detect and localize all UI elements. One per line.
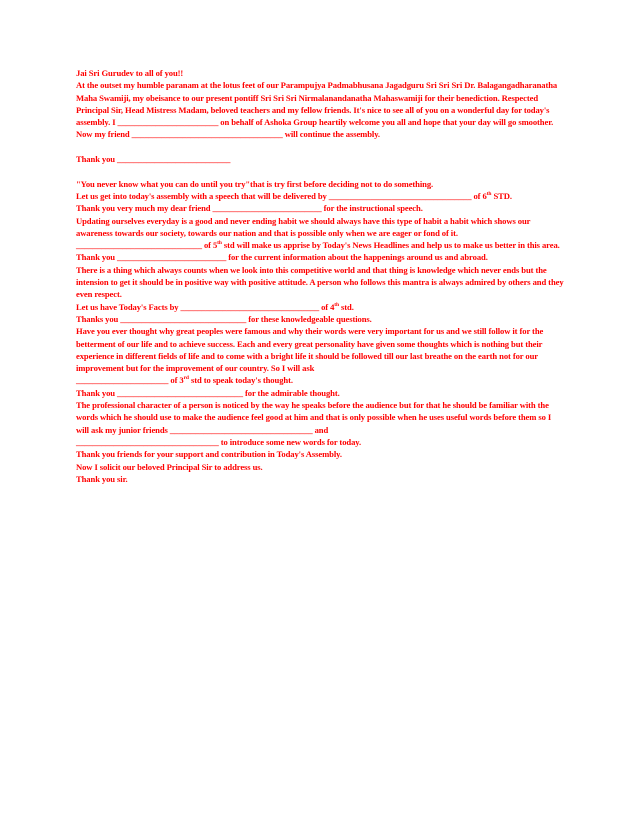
assembly-script [76, 67, 566, 485]
script-line: Have you ever thought why great peoples were famous and why their words were very important for us and we still follow it for the betterment of our life and to achieve success. Each and every great personality have given some thoughts which is nothing but their experience in different fields of life and to come with a bright life it should be followed till our last breathe on the earth not for our improvement but for the improvement of our country. So I will ask [76, 326, 544, 374]
script-line: Thank you ___________________________ [76, 154, 231, 165]
script-line: Thank you ______________________________ for the admirable thought. [76, 387, 340, 398]
script-line: __________________________________ to introduce some new words for today. [76, 436, 362, 447]
line-text: Let us get into today's assembly with a speech that will be delivered by __________________________________ of 6 [76, 190, 487, 201]
line-text: std. [339, 301, 354, 312]
script-line: Thank you sir. [76, 473, 128, 484]
line-text: std will make us apprise by Today's News Headlines and help us to make us better in this area. [221, 240, 560, 251]
script-line: At the outset my humble paranam at the lotus feet of our Parampujya Padmabhusana Jagadguru Sri Sri Sri Dr. Balagangadharanatha Maha Swamiji, my obeisance to our present pontiff Sri Sri Sri Nirmalanandanatha Mahaswamiji for their benediction. Respected Principal Sir, Head Mistress Madam, beloved teachers and my fellow friends. It's nice to see all of you on a wonderful day for today's assembly. I ________________________ on behalf of Ashoka Group heartily welcome you all and hope that your day will go smoother. [76, 80, 558, 128]
line-text: ______________________ of 3 [76, 375, 184, 386]
script-line [76, 301, 566, 313]
script-line: Thank you __________________________ for the current information about the happenings around us and abroad. [76, 252, 488, 263]
line-text: std to speak today's thought. [188, 375, 293, 386]
script-line: There is a thing which always counts when we look into this competitive world and that thing is knowledge which never ends but the intension to get it should be in positive way with positive attitude. A person who follows this mantra is always admired by others and they even respect. [76, 264, 564, 300]
script-line: The professional character of a person is noticed by the way he speaks before the audience but for that he should be familiar with the words which he should use to make the audience feel good at him and that is only possible when he uses useful words before them so I will ask my junior friends __________________________________ and [76, 400, 552, 435]
script-line [76, 374, 566, 386]
script-line [76, 190, 566, 202]
script-line: Now I solicit our beloved Principal Sir to address us. [76, 461, 263, 472]
ordinal-suffix: th [217, 240, 222, 247]
script-line: Updating ourselves everyday is a good and never ending habit we should always have this type of habit a habit which shows our awareness towards our society, towards our nation and that is possible only when we are eager or fond of it. [76, 215, 531, 238]
line-text: STD. [491, 190, 512, 201]
script-line: Thank you very much my dear friend __________________________ for the instructional speech. [76, 203, 423, 214]
line-text: Let us have Today's Facts by _________________________________ of 4 [76, 301, 335, 312]
script-line [76, 239, 566, 251]
script-line: Thanks you ______________________________ for these knowledgeable questions. [76, 313, 372, 324]
script-line: Now my friend ____________________________________ will continue the assembly. [76, 129, 380, 140]
blank-line [76, 141, 566, 153]
script-line: Jai Sri Gurudev to all of you!! [76, 68, 184, 78]
ordinal-suffix: th [486, 191, 492, 198]
ordinal-suffix: rd [183, 375, 189, 382]
line-text: ______________________________ of 5 [76, 240, 218, 251]
ordinal-suffix: th [334, 301, 339, 308]
script-line: Thank you friends for your support and contribution in Today's Assembly. [76, 449, 342, 460]
script-line: "You never know what you can do until you try"that is try first before deciding not to do something. [76, 178, 434, 189]
blank-line [76, 165, 566, 177]
